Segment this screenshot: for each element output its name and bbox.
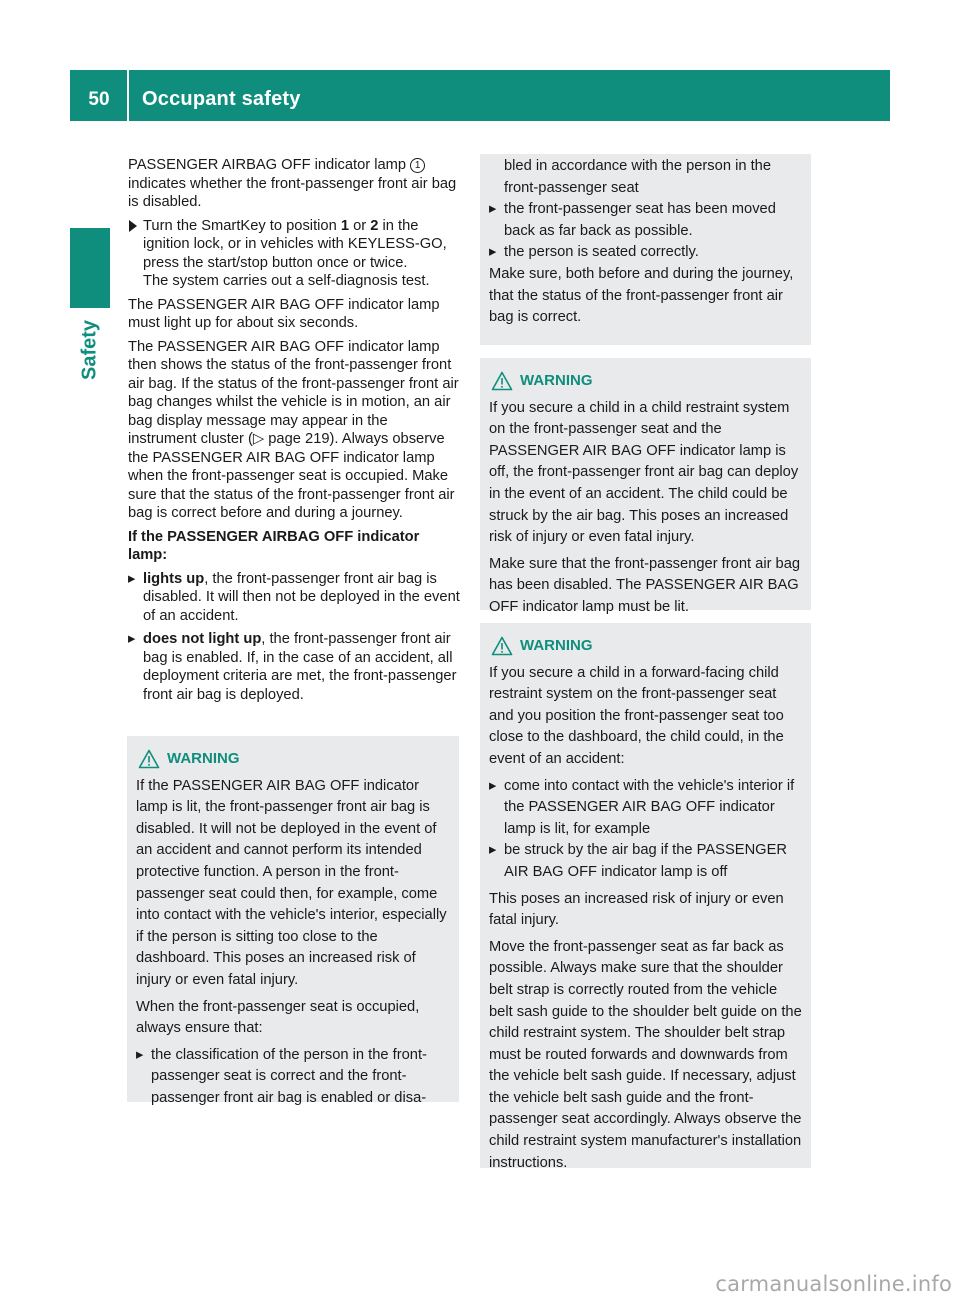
warning-paragraph: If the PASSENGER AIR BAG OFF indicator lamp is lit, the front-passenger front air bag is disabled. It will not be deployed in the event of an accident and cannot perform its intended protective function. A person in the front-passenger seat could then, for example, come into contact with the vehicle's interior, especially if the person is sitting too close to the dashboard. This poses an increased risk of injury or even fatal injury. — [136, 777, 447, 988]
instruction-step: Turn the SmartKey to position 1 or 2 in the ignition lock, or in vehicles with KEYLESS-GO, press the start/stop button once or twice. The system carries out a self-diagnosis test. — [128, 217, 460, 291]
list-item: ▸ come into contact with the vehicle's interior if the PASSENGER AIR BAG OFF indicator lamp is lit, for example — [489, 777, 795, 837]
continued-bullet-text: bled in accordance with the person in the front-passenger seat — [504, 158, 771, 196]
list-item: ▸ the front-passenger seat has been moved back as far back as possible. — [489, 201, 776, 239]
warning-box-forward-facing — [480, 623, 811, 1171]
list-item: ▸ the person is seated correctly. — [489, 242, 802, 264]
header-divider — [127, 70, 129, 121]
paragraph-status: The PASSENGER AIR BAG OFF indicator lamp then shows the status of the front-passenger front air bag. If the status of the front-passenger front air bag changes whilst the vehicle is in motion, an air bag display message may appear in the instrument cluster (▷ page 219). Always observe the PASSENGER AIR BAG OFF indicator lamp when the front-passenger seat is occupied. Make sure that the status of the front-passenger front air bag is correct before and during a journey. — [128, 338, 459, 521]
warning-paragraph: Make sure, both before and during the journey, that the status of the front-passenger front air bag is correct. — [489, 265, 794, 326]
bullet-icon: ▸ — [128, 570, 136, 587]
warning-title: WARNING — [489, 635, 802, 657]
page-ref-icon[interactable]: ▷ — [252, 431, 265, 447]
warning-paragraph: Move the front-passenger seat as far back as possible. Always make sure that the shoulder belt strap is correctly routed from the vehicle belt sash guide to the shoulder belt guide on the child restraint system. The shoulder belt strap must be routed forwards and downwards from the vehicle belt sash guide. If necessary, adjust the vehicle belt sash guide and the front-passenger seat accordingly. Always observe the child restraint system manufacturer's installation instructions. — [489, 938, 802, 1171]
warning-paragraph: If you secure a child in a child restraint system on the front-passenger seat and the PASSENGER AIR BAG OFF indicator lamp is off, the front-passenger front air bag can deploy in the event of an accident. The child could be struck by the air bag. This poses an increased risk of injury or even fatal injury. — [489, 399, 799, 546]
callout-1-icon: 1 — [410, 158, 425, 173]
bullet-icon: ▸ — [489, 777, 497, 794]
warning-triangle-icon — [491, 636, 513, 656]
warning-paragraph: Make sure that the front-passenger front air bag has been disabled. The PASSENGER AIR BAG OFF indicator lamp must be lit. — [489, 555, 801, 615]
warning-box-disable — [480, 358, 811, 615]
sidebar-marker — [70, 228, 110, 308]
warning-box-left — [127, 736, 459, 1106]
list-item: ▸ does not light up, the front-passenger front air bag is enabled. If, in the case of an accident, all deployment criteria are met, the front-passenger front air bag is deployed. — [128, 631, 457, 703]
list-item: ▸ the classification of the person in the front-passenger seat is correct and the front-passenger front air bag is enabled or disa- — [136, 1046, 427, 1106]
warning-paragraph: When the front-passenger seat is occupied, always ensure that: — [136, 998, 420, 1037]
list-item: ▸ be struck by the air bag if the PASSENGER AIR BAG OFF indicator lamp is off — [489, 842, 787, 880]
watermark: carmanualsonline.info — [715, 1272, 952, 1296]
step-note: The system carries out a self-diagnosis test. — [143, 273, 430, 289]
page-number: 50 — [88, 89, 110, 110]
sidebar-label: Safety — [78, 319, 101, 381]
lamp-heading: If the PASSENGER AIRBAG OFF indicator lamp: — [128, 528, 420, 563]
warning-title: WARNING — [489, 370, 802, 392]
bullet-icon: ▸ — [489, 244, 497, 261]
paragraph-six-seconds: The PASSENGER AIR BAG OFF indicator lamp must light up for about six seconds. — [128, 296, 440, 331]
bullet-icon: ▸ — [489, 842, 497, 859]
bullet-icon: ▸ — [128, 631, 136, 647]
section-title: Occupant safety — [142, 88, 301, 110]
warning-title: WARNING — [136, 748, 450, 770]
warning-triangle-icon — [138, 749, 160, 769]
warning-paragraph: This poses an increased risk of injury or even fatal injury. — [489, 890, 784, 929]
warning-triangle-icon — [491, 371, 513, 391]
list-item: ▸ lights up, the front-passenger front air bag is disabled. It will then not be deployed in the event of an accident. — [128, 570, 460, 624]
left-column — [128, 156, 460, 709]
warning-paragraph: If you secure a child in a forward-facing child restraint system on the front-passenger seat and you position the front-passenger seat too close to the dashboard, the child could, in the event of an accident: — [489, 664, 784, 767]
warning-continuation-box — [480, 154, 811, 345]
step-arrow-icon — [129, 220, 137, 232]
bullet-icon: ▸ — [136, 1046, 144, 1063]
intro-paragraph: PASSENGER AIRBAG OFF indicator lamp 1 indicates whether the front-passenger front air bag is disabled. — [128, 157, 457, 210]
bullet-icon: ▸ — [489, 201, 497, 218]
